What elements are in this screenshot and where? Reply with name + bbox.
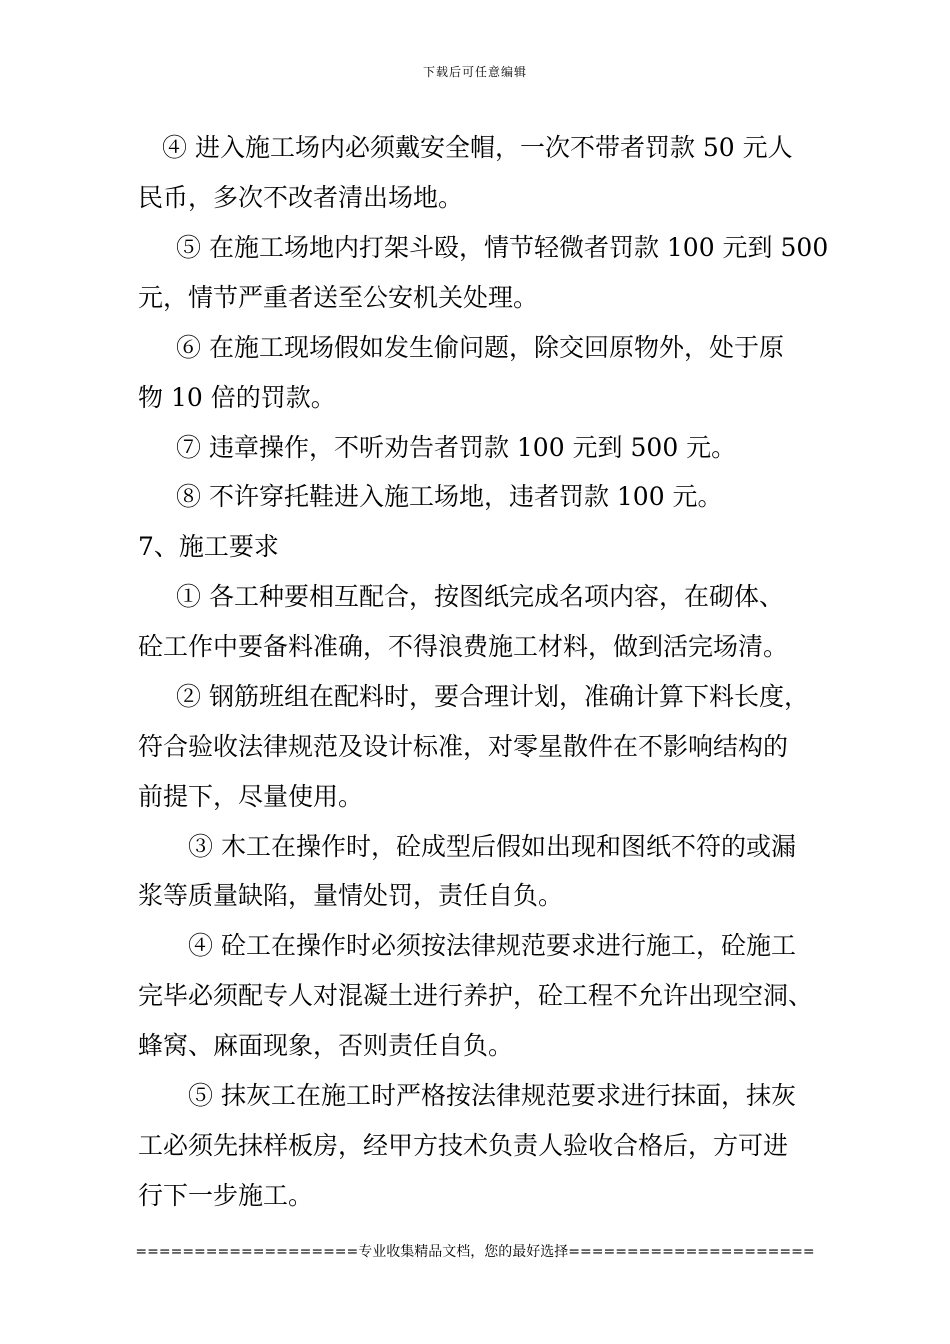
paragraph-line: ① 各工种要相互配合，按图纸完成名项内容，在砌体、 [176,582,784,611]
paragraph-line: ② 钢筋班组在配料时，要合理计划，准确计算下料长度， [176,682,809,711]
paragraph-line: 行下一步施工。 [138,1181,314,1210]
paragraph-line: 完毕必须配专人对混凝土进行养护，砼工程不允许出现空洞、 [138,981,814,1010]
paragraph-line: 民币，多次不改者清出场地。 [138,183,464,212]
page-footer: ===================专业收集精品文档，您的最好选择===================== [135,1244,815,1260]
paragraph-line: 工必须先抹样板房，经甲方技术负责人验收合格后，方可进 [138,1131,789,1160]
paragraph-line: 蜂窝、麻面现象，否则责任自负。 [138,1031,514,1060]
paragraph-line: ⑦ 违章操作，不听劝告者罚款 100 元到 500 元。 [176,433,737,462]
paragraph-line: ⑧ 不许穿托鞋进入施工场地，违者罚款 100 元。 [176,482,723,511]
paragraph-line: ⑥ 在施工现场假如发生偷问题，除交回原物外，处于原 [176,333,784,362]
paragraph-line: ③ 木工在操作时，砼成型后假如出现和图纸不符的或漏 [188,832,796,861]
paragraph-line: 砼工作中要备料准确，不得浪费施工材料，做到活完场清。 [138,632,789,661]
paragraph-line: 浆等质量缺陷，量情处罚，责任自负。 [138,881,564,910]
section-heading: 7、施工要求 [138,532,279,561]
paragraph-line: 元，情节严重者送至公安机关处理。 [138,283,539,312]
paragraph-line: 物 10 倍的罚款。 [138,383,336,412]
paragraph-line: ④ 进入施工场内必须戴安全帽，一次不带者罚款 50 元人 [162,133,793,162]
paragraph-line: 符合验收法律规范及设计标准，对零星散件在不影响结构的 [138,732,789,761]
paragraph-line: ⑤ 在施工场地内打架斗殴，情节轻微者罚款 100 元到 500 [176,233,829,262]
paragraph-line: 前提下，尽量使用。 [138,782,364,811]
paragraph-line: ④ 砼工在操作时必须按法律规范要求进行施工，砼施工 [188,931,796,960]
paragraph-line: ⑤ 抹灰工在施工时严格按法律规范要求进行抹面，抹灰 [188,1081,796,1110]
page-header: 下载后可任意编辑 [422,65,527,79]
